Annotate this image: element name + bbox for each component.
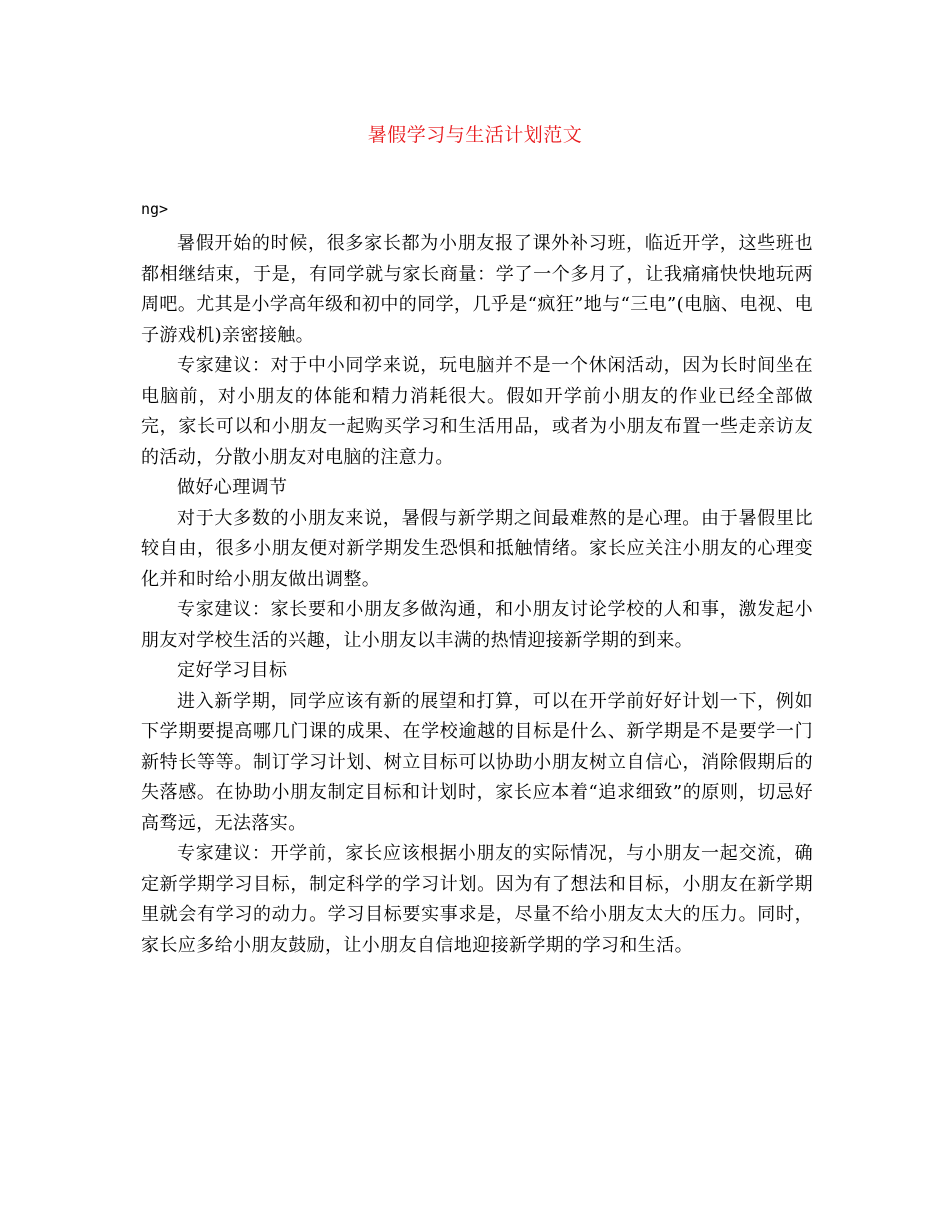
paragraph-mental: 对于大多数的小朋友来说，暑假与新学期之间最难熬的是心理。由于暑假里比较自由，很多小朋友便对新学期发生恐惧和抵触情绪。家长应关注小朋友的心理变化并和时给小朋友做出调整。: [141, 507, 813, 590]
stray-text: ng>: [141, 200, 169, 218]
document-title: 暑假学习与生活计划范文: [367, 124, 583, 146]
paragraph-advice-2: 专家建议：家长要和小朋友多做沟通，和小朋友讨论学校的人和事，激发起小朋友对学校生活的兴趣，让小朋友以丰满的热情迎接新学期的到来。: [141, 599, 813, 651]
document-body: [141, 229, 813, 961]
paragraph-advice-3: 专家建议：开学前，家长应该根据小朋友的实际情况，与小朋友一起交流，确定新学期学习目标，制定科学的学习计划。因为有了想法和目标，小朋友在新学期里就会有学习的动力。学习目标要实事求是，尽量不给小朋友太大的压力。同时，家长应多给小朋友鼓励，让小朋友自信地迎接新学期的学习和生活。: [141, 843, 813, 956]
section-heading-goals: 定好学习目标: [177, 660, 288, 681]
section-heading-mental: 做好心理调节: [177, 477, 288, 498]
paragraph-intro: 暑假开始的时候，很多家长都为小朋友报了课外补习班，临近开学，这些班也都相继结束，于是，有同学就与家长商量：学了一个多月了，让我痛痛快快地玩两周吧。尤其是小学高年级和初中的同学，几乎是“疯狂”地与“三电”(电脑、电视、电子游戏机)亲密接触。: [141, 233, 813, 346]
paragraph-advice-1: 专家建议：对于中小同学来说，玩电脑并不是一个休闲活动，因为长时间坐在电脑前，对小朋友的体能和精力消耗很大。假如开学前小朋友的作业已经全部做完，家长可以和小朋友一起购买学习和生活用品，或者为小朋友布置一些走亲访友的活动，分散小朋友对电脑的注意力。: [141, 355, 813, 468]
paragraph-goals: 进入新学期，同学应该有新的展望和打算，可以在开学前好好计划一下，例如下学期要提高哪几门课的成果、在学校逾越的目标是什么、新学期是不是要学一门新特长等等。制订学习计划、树立目标可以协助小朋友树立自信心，消除假期后的失落感。在协助小朋友制定目标和计划时，家长应本着“追求细致”的原则，切忌好高骛远，无法落实。: [141, 690, 813, 834]
